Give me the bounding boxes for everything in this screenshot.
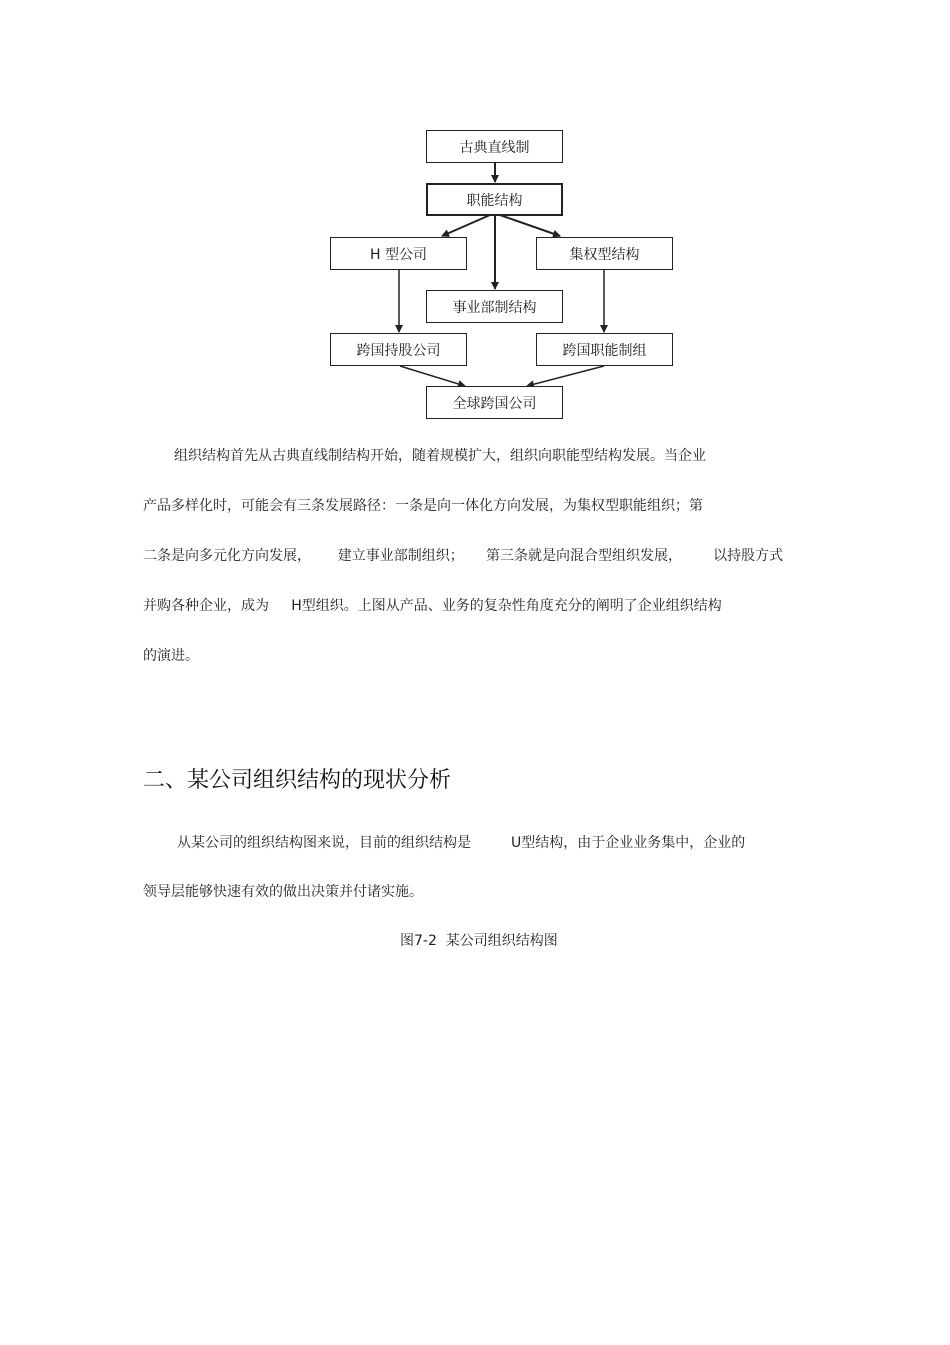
node-h-company: H 型公司 [330, 237, 467, 270]
arrow-functional-to-h [442, 215, 490, 236]
node-global: 全球跨国公司 [426, 386, 563, 419]
section-heading: 二、某公司组织结构的现状分析 [143, 768, 452, 793]
paragraph1-line: 并购各种企业，成为 H型组织。上图从产品、业务的复杂性角度充分的阐明了企业组织结构 [143, 598, 722, 614]
node-division: 事业部制结构 [426, 290, 563, 323]
figure-caption: 图7-2 某公司组织结构图 [400, 933, 558, 949]
arrow-crossfunc-to-global [527, 366, 604, 386]
paragraph2-line: 从某公司的组织结构图来说，目前的组织结构是 U型结构，由于企业业务集中，企业的 [177, 835, 746, 851]
node-centralized: 集权型结构 [536, 237, 673, 270]
node-functional: 职能结构 [426, 183, 563, 216]
node-classic-line: 古典直线制 [426, 130, 563, 163]
node-cross-functional: 跨国职能制组 [536, 333, 673, 366]
arrow-holding-to-global [400, 366, 465, 386]
paragraph1-line: 的演进。 [143, 648, 199, 664]
arrow-functional-to-centralized [500, 215, 560, 236]
paragraph1-line: 产品多样化时，可能会有三条发展路径：一条是向一体化方向发展，为集权型职能组织；第 [143, 498, 703, 514]
paragraph1-line: 组织结构首先从古典直线制结构开始，随着规模扩大，组织向职能型结构发展。当企业 [174, 448, 706, 464]
paragraph1-line: 二条是向多元化方向发展， 建立事业部制组织； 第三条就是向混合型组织发展， 以持股方式 [143, 548, 784, 564]
paragraph2-line: 领导层能够快速有效的做出决策并付诸实施。 [143, 884, 423, 900]
node-cross-holding: 跨国持股公司 [330, 333, 467, 366]
